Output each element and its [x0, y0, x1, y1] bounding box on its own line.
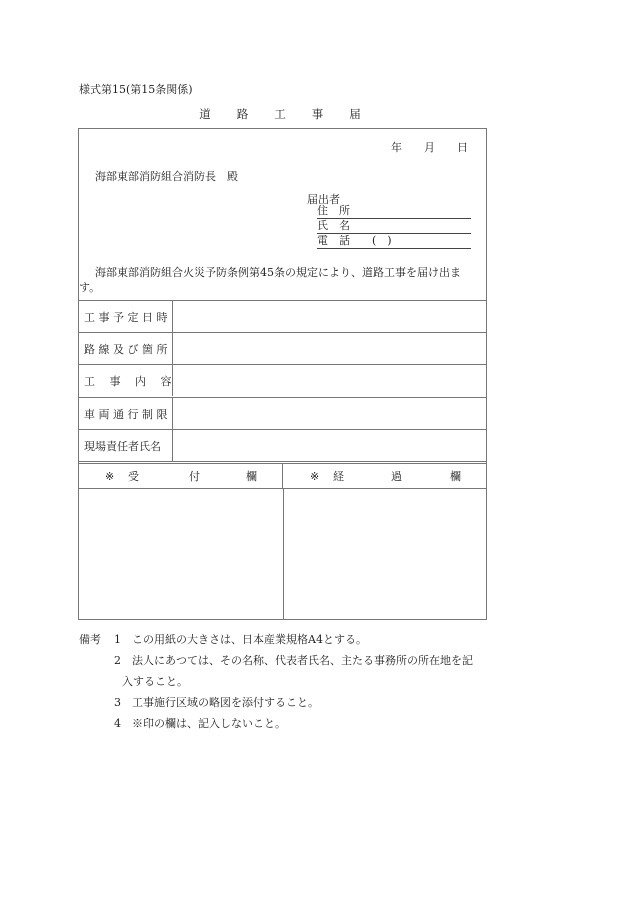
reception-body	[79, 488, 486, 619]
addressee: 海部東部消防組合消防長 殿	[95, 170, 238, 183]
date-year: 年	[391, 141, 402, 154]
declaration-line-2: す。	[79, 281, 101, 294]
phone-label: 電 話 ( )	[317, 234, 392, 247]
site-manager-input[interactable]	[173, 430, 486, 461]
row-label-work-content: 工 事 内 容	[79, 365, 173, 396]
traffic-restriction-input[interactable]	[173, 398, 486, 429]
title-char: 工	[274, 107, 286, 121]
declaration-line-1: 海部東部消防組合火災予防条例第45条の規定により、道路工事を届け出ま	[95, 266, 461, 279]
date-month: 月	[424, 141, 435, 154]
reception-area	[79, 489, 283, 619]
name-label: 氏 名	[317, 219, 350, 232]
schedule-input[interactable]	[173, 301, 486, 332]
note-number: 2	[114, 654, 121, 667]
note-text: この用紙の大きさは、日本産業規格A4とする。	[132, 633, 367, 646]
title-char: 路	[236, 107, 249, 121]
note-text: ※印の欄は、記入しないこと。	[132, 717, 286, 730]
header-char: 受	[128, 470, 139, 483]
header-char: 経	[333, 470, 344, 483]
note-number: 4	[114, 717, 121, 730]
asterisk-mark: ※	[105, 469, 115, 483]
title-char: 事	[311, 107, 324, 121]
row-label-site-manager: 現場責任者氏名	[79, 430, 173, 461]
row-label-traffic-restriction: 車 両 通 行 制 限	[79, 398, 173, 429]
row-label-schedule: 工 事 予 定 日 時	[79, 301, 173, 332]
declaration-text	[79, 265, 484, 295]
header-char: 欄	[450, 470, 461, 483]
asterisk-mark: ※	[310, 469, 320, 483]
header-char: 欄	[246, 470, 257, 483]
progress-area	[284, 489, 486, 619]
table-row	[79, 300, 486, 332]
reception-header	[79, 461, 486, 488]
reception-header-left	[79, 464, 283, 488]
note-text: 工事施行区域の略図を添付すること。	[132, 696, 319, 709]
title-char: 道	[199, 107, 211, 121]
route-input[interactable]	[173, 333, 486, 364]
note-text: 法人にあつては、その名称、代表者氏名、主たる事務所の所在地を記	[132, 654, 473, 667]
table-row	[79, 364, 486, 396]
phone-field[interactable]	[317, 234, 471, 249]
table-row	[79, 397, 486, 429]
note-number: 1	[114, 633, 121, 646]
table-row	[79, 429, 486, 461]
address-label: 住 所	[317, 204, 350, 217]
page-title	[0, 106, 630, 122]
date-day: 日	[457, 141, 468, 154]
note-number: 3	[114, 696, 121, 709]
date-field[interactable]	[369, 139, 468, 155]
notes-heading: 備考	[79, 633, 101, 646]
applicant-heading: 届出者	[307, 193, 340, 206]
row-label-route: 路 線 及 び 箇 所	[79, 333, 173, 364]
header-char: 付	[189, 470, 200, 483]
header-char: 過	[391, 470, 402, 483]
work-content-input[interactable]	[173, 365, 486, 396]
progress-header-right	[283, 464, 486, 488]
form-box	[78, 128, 487, 620]
note-text: 入すること。	[122, 675, 188, 688]
form-number: 様式第15(第15条関係)	[79, 83, 193, 96]
table-row	[79, 332, 486, 364]
title-char: 届	[349, 107, 361, 121]
